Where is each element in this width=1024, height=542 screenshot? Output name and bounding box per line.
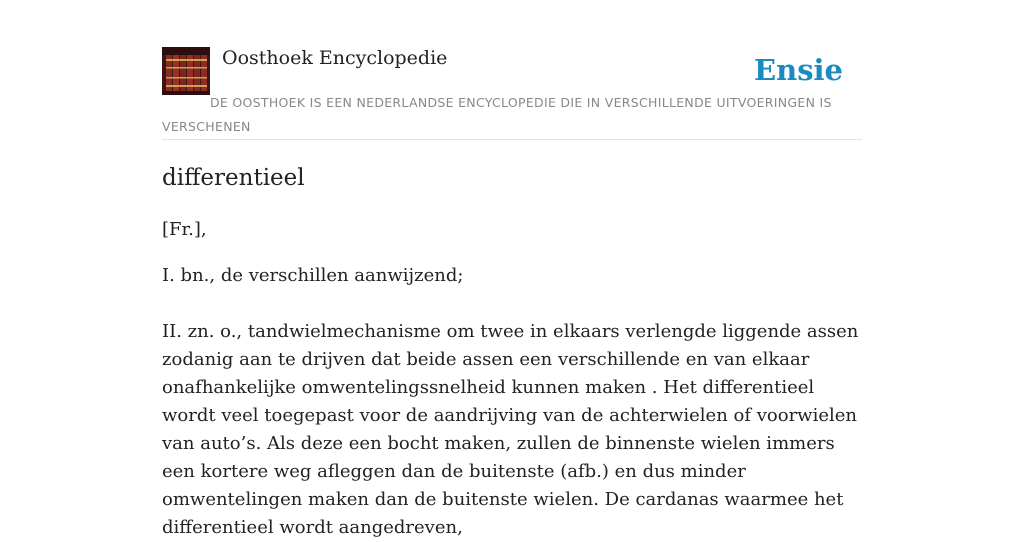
entry-sense-1: I. bn., de verschillen aanwijzend; xyxy=(162,265,464,286)
source-header xyxy=(162,0,862,140)
entry-sense-2: II. zn. o., tandwielmechanisme om twee in elkaars verlengde liggende assen zodanig aan te drijven dat beide assen een verschillende en van elkaar onafhankelijke omwentelingssnelheid kunnen maken . Het differentieel wordt veel toegepast voor de aandrijving van de achterwielen of voorwielen van auto’s. Als deze een bocht maken, zullen de binnenste wielen immers een kortere weg afleggen dan de buitenste (afb.) en dus minder omwentelingen maken dan de buitenste wielen. De cardanas waarmee het differentieel wordt aangedreven, xyxy=(162,321,859,538)
encyclopedia-books-icon[interactable] xyxy=(162,47,210,95)
source-description: DE OOSTHOEK IS EEN NEDERLANDSE ENCYCLOPEDIE DIE IN VERSCHILLENDE UITVOERINGEN IS VERSCHENEN xyxy=(162,95,832,134)
brand-logo[interactable]: Ensie xyxy=(754,53,843,87)
page-container xyxy=(162,0,862,538)
source-title[interactable]: Oosthoek Encyclopedie xyxy=(222,47,448,69)
entry-headword: differentieel xyxy=(162,165,305,191)
entry-origin: [Fr.], xyxy=(162,219,207,240)
entry-body xyxy=(162,216,862,542)
